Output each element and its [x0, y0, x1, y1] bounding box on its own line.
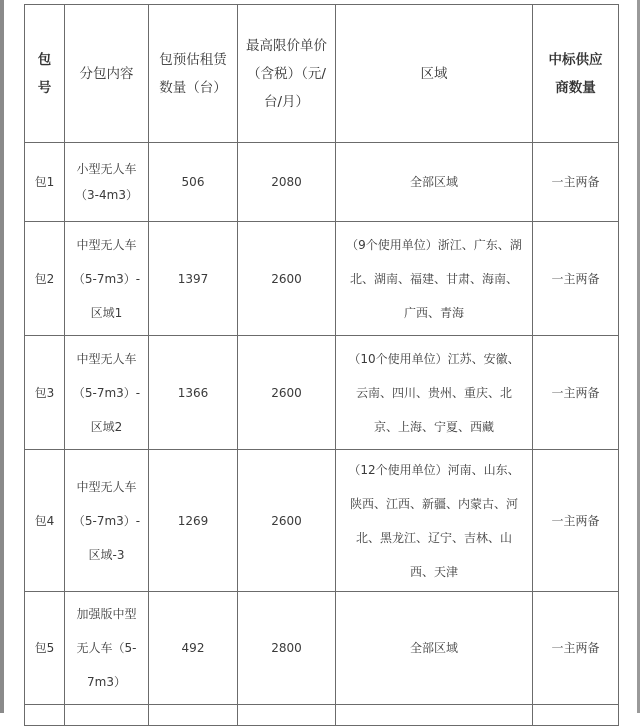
cell-content: 加强版中型无人车（5-7m3）	[65, 592, 149, 705]
cell-region: （12个使用单位）河南、山东、陕西、江西、新疆、内蒙古、河北、黑龙江、辽宁、吉林、山西、天津	[336, 450, 533, 592]
cell-qty: 1366	[149, 336, 238, 450]
table-row	[25, 592, 619, 705]
table-row-partial	[25, 705, 619, 726]
cell-region: （10个使用单位）江苏、安徽、云南、四川、贵州、重庆、北京、上海、宁夏、西藏	[336, 336, 533, 450]
header-price: 最高限价单价（含税）（元/台/月）	[238, 5, 336, 143]
cell-price: 2600	[238, 450, 336, 592]
table-row	[25, 222, 619, 336]
cell-qty: 506	[149, 143, 238, 222]
table-header-row	[25, 5, 619, 143]
cell-pkg: 包4	[25, 450, 65, 592]
cell-pkg: 包5	[25, 592, 65, 705]
cell-price: 2080	[238, 143, 336, 222]
cell-content: 中型无人车（5-7m3）-区域2	[65, 336, 149, 450]
header-region: 区域	[336, 5, 533, 143]
cell-pkg: 包2	[25, 222, 65, 336]
cell-qty: 492	[149, 592, 238, 705]
header-winners: 中标供应商数量	[533, 5, 619, 143]
cell-pkg: 包3	[25, 336, 65, 450]
cell-winners: 一主两备	[533, 143, 619, 222]
cell-winners: 一主两备	[533, 336, 619, 450]
table-row	[25, 143, 619, 222]
cell-winners: 一主两备	[533, 222, 619, 336]
cell-qty: 1269	[149, 450, 238, 592]
table-row	[25, 336, 619, 450]
cell-price: 2600	[238, 336, 336, 450]
cell-content: 中型无人车（5-7m3）-区域-3	[65, 450, 149, 592]
cell-region: 全部区域	[336, 592, 533, 705]
cell-pkg: 包1	[25, 143, 65, 222]
cell-region: （9个使用单位）浙江、广东、湖北、湖南、福建、甘肃、海南、广西、青海	[336, 222, 533, 336]
cell-content: 小型无人车（3-4m3）	[65, 143, 149, 222]
table-row	[25, 450, 619, 592]
cell-content: 中型无人车（5-7m3）-区域1	[65, 222, 149, 336]
cell-winners: 一主两备	[533, 592, 619, 705]
header-pkg: 包号	[25, 5, 65, 143]
cell-qty: 1397	[149, 222, 238, 336]
cell-winners: 一主两备	[533, 450, 619, 592]
header-qty: 包预估租赁数量（台）	[149, 5, 238, 143]
cell-price: 2800	[238, 592, 336, 705]
cell-price: 2600	[238, 222, 336, 336]
cell-region: 全部区域	[336, 143, 533, 222]
procurement-table	[24, 4, 619, 726]
header-content: 分包内容	[65, 5, 149, 143]
